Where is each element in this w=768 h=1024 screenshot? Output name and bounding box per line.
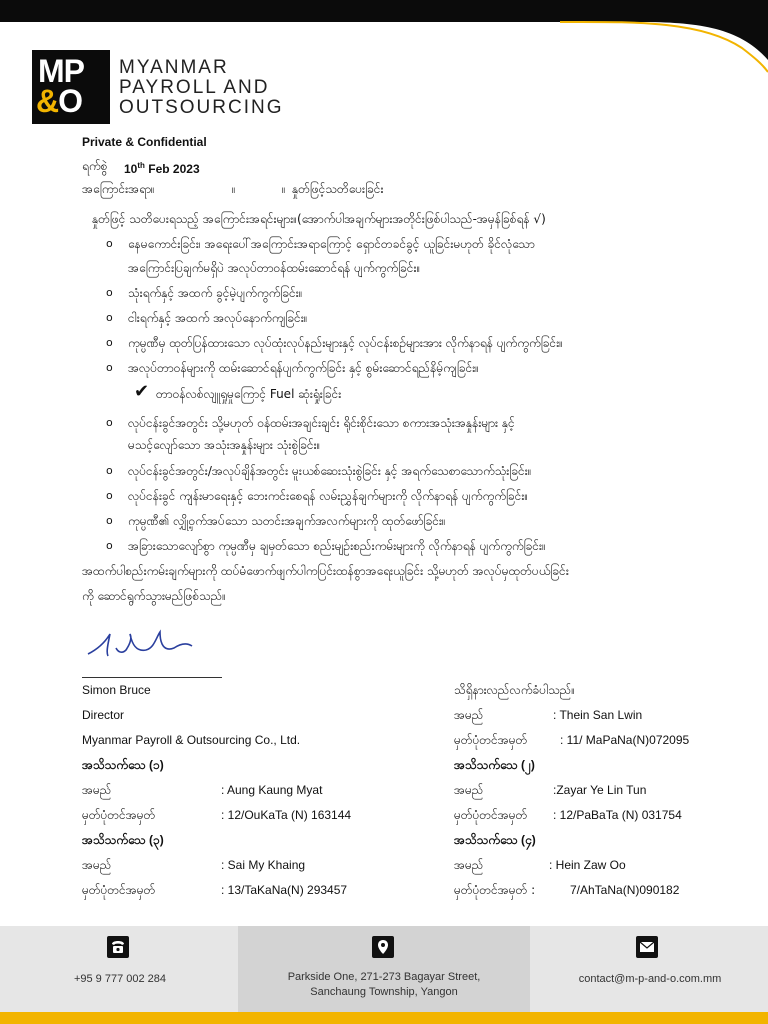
bullet-icon: o (106, 416, 113, 429)
witness-name: : Hein Zaw Oo (549, 858, 626, 872)
witness-id: : 13/TaKaNa(N) 293457 (221, 883, 348, 897)
subject-separator: ။ (232, 182, 236, 196)
reason-item: သုံးရက်နှင့် အထက် ခွင့်မဲ့ပျက်ကွက်ခြင်း။ (128, 286, 303, 300)
witness-name-label: အမည် (82, 858, 112, 872)
date-day: 10 (124, 162, 138, 176)
reason-item: အလုပ်တာဝန်များကို ထမ်းဆောင်ရန်ပျက်ကွက်ခြင်း နှင့် စွမ်းဆောင်ရည်နိမ့်ကျခြင်း။ (128, 361, 479, 375)
witness-name-label: အမည် (454, 858, 484, 872)
witness-name-label: အမည် (454, 783, 484, 797)
ack-id-value: : 11/ MaPaNa(N)072095 (560, 733, 690, 747)
reasons-intro: နှုတ်ဖြင့် သတိပေးရသည့် အကြောင်းအရင်းများ။(အောက်ပါအချက်များအတိုင်းဖြစ်ပါသည်-အမှန်ခြစ်ရန် √) (92, 212, 546, 226)
reason-item-cont: မသင့်လျော်သော အသုံးအနှုန်းများ သုံးစွဲခြင်း။ (128, 438, 321, 452)
logo-amp-o (36, 84, 82, 118)
signature-line (82, 677, 222, 678)
acknowledgment-heading: သိရှိနားလည်လက်ခံပါသည်။ (454, 683, 576, 697)
witness-id-label: မှတ်ပုံတင်အမှတ် : (454, 883, 536, 897)
reason-item: နေမကောင်းခြင်း၊ အရေးပေါ်အကြောင်းအရာကြောင့် ရှောင်တခင်ခွင့် ယူခြင်းမဟုတ် ခိုင်လုံသော (128, 237, 535, 251)
signatory-title: Director (82, 708, 125, 722)
signatory-name: Simon Bruce (82, 683, 151, 697)
date-rest: Feb 2023 (148, 162, 200, 176)
footer-address-line1: Parkside One, 271-273 Bagayar Street, (287, 971, 481, 983)
reason-item: လုပ်ငန်းခွင်အတွင်း/အလုပ်ချိန်အတွင်း မူးယစ်ဆေးသုံးစွဲခြင်း နှင့် အရက်သေစာသောက်သုံးခြင်း။ (128, 464, 532, 478)
witness-id-label: မှတ်ပုံတင်အမှတ် (82, 808, 156, 822)
reason-item-checked: တာဝန်လစ်လျူရှုမှုကြောင့် Fuel ဆုံးရှုံးခြင်း (156, 387, 342, 401)
ack-name-label: အမည် (454, 708, 484, 722)
witness-id: : 12/OuKaTa (N) 163144 (221, 808, 352, 822)
closing-line1: အထက်ပါစည်းကမ်းချက်များကို ထပ်မံဖောက်ဖျက်ပါကပြင်းထန်စွာအရေးယူခြင်း သို့မဟုတ် အလုပ်မှထုတ်ပယ်ခြင်း (82, 564, 569, 578)
envelope-icon (636, 936, 658, 958)
date-label: ရက်စွဲ (82, 159, 108, 173)
company-logo (32, 50, 110, 124)
witness-id: : 12/PaBaTa (N) 031754 (553, 808, 682, 822)
bullet-icon: o (106, 539, 113, 552)
bullet-icon: o (106, 311, 113, 324)
witness-id-label: မှတ်ပုံတင်အမှတ် (82, 883, 156, 897)
subject: နှုတ်ဖြင့်သတိပေးခြင်း (292, 182, 384, 196)
witness-id: 7/AhTaNa(N)090182 (570, 883, 680, 897)
company-name-line2: PAYROLL AND (119, 77, 270, 98)
closing-line2: ကို ဆောင်ရွက်သွားမည်ဖြစ်သည်။ (82, 589, 226, 603)
bullet-icon: o (106, 464, 113, 477)
witness-heading: အသိသက်သေ (၄) (454, 833, 536, 847)
reason-item: လုပ်ငန်းခွင်အတွင်း သို့မဟုတ် ဝန်ထမ်းအချင်းချင်း ရိုင်းစိုင်းသော စကားအသုံးအနှုန်းများ နှင့် (128, 416, 515, 430)
signature-image (86, 624, 196, 664)
footer-email: contact@m-p-and-o.com.mm (578, 973, 722, 985)
footer-phone: +95 9 777 002 284 (73, 973, 167, 985)
bullet-icon: o (106, 489, 113, 502)
subject-separator-2: ။ (282, 182, 286, 196)
check-mark-icon: ✔ (134, 381, 150, 402)
reason-item: ကုမ္ပဏီ၏ လျှို့ဝှက်အပ်သော သတင်းအချက်အလက်များကို ထုတ်ဖော်ခြင်း။ (128, 514, 446, 528)
private-confidential: Private & Confidential (82, 135, 207, 149)
witness-id-label: မှတ်ပုံတင်အမှတ် (454, 808, 528, 822)
bullet-icon: o (106, 237, 113, 250)
reason-item-cont: အကြောင်းပြချက်မရှိပဲ အလုပ်တာဝန်ထမ်းဆောင်ရန် ပျက်ကွက်ခြင်း။ (128, 261, 421, 275)
reason-item: အခြားသောလျော်စွာ ကုမ္ပဏီမှ ချမှတ်သော စည်းမျဉ်းစည်းကမ်းများကို လိုက်နာရန် ပျက်ကွက်ခြင်း။ (128, 539, 546, 553)
bullet-icon: o (106, 336, 113, 349)
bullet-icon: o (106, 286, 113, 299)
date-suffix: th (137, 161, 145, 170)
header-black-shape (0, 0, 768, 60)
location-pin-icon (372, 936, 394, 958)
witness-name: : Sai My Khaing (221, 858, 306, 872)
reason-item: ငါးရက်နှင့် အထက် အလုပ်နောက်ကျခြင်း။ (128, 311, 308, 325)
signatory-company: Myanmar Payroll & Outsourcing Co., Ltd. (82, 733, 301, 747)
header-band (0, 0, 768, 150)
footer-gold-bar (0, 1012, 768, 1024)
reason-item: ကုမ္ပဏီမှ ထုတ်ပြန်ထားသော လုပ်ထုံးလုပ်နည်းများနှင့် လုပ်ငန်းစဉ်များအား လိုက်နာရန် ပျက်ကွက်ခြင်း။ (128, 336, 563, 350)
footer-address-line2: Sanchaung Township, Yangon (310, 986, 458, 998)
logo-ampersand: & (36, 83, 59, 119)
witness-name: : Aung Kaung Myat (221, 783, 323, 797)
company-name (119, 58, 284, 118)
company-name-line1: MYANMAR (119, 57, 229, 78)
phone-icon (107, 936, 129, 958)
date-value (124, 158, 200, 177)
footer-address (238, 970, 530, 1000)
reason-item: လုပ်ငန်းခွင် ကျန်းမာရေးနှင့် ဘေးကင်းစေရန် လမ်းညွှန်ချက်များကို လိုက်နာရန် ပျက်ကွက်ခြင်း။ (128, 489, 529, 503)
ack-id-label: မှတ်ပုံတင်အမှတ် (454, 733, 528, 747)
logo-o: O (58, 83, 82, 119)
witness-name: :Zayar Ye Lin Tun (553, 783, 647, 797)
bullet-icon: o (106, 514, 113, 527)
logo-mp: MP (38, 53, 84, 89)
ack-name-value: : Thein San Lwin (553, 708, 643, 722)
bullet-icon: o (106, 361, 113, 374)
witness-heading: အသိသက်သေ (၁) (82, 758, 164, 772)
witness-name-label: အမည် (82, 783, 112, 797)
witness-heading: အသိသက်သေ (၃) (82, 833, 164, 847)
signature-text: Simon Bruce (86, 624, 93, 625)
company-name-line3: OUTSOURCING (119, 97, 284, 118)
footer (0, 926, 768, 1012)
witness-heading: အသိသက်သေ (၂) (454, 758, 535, 772)
subject-label: အကြောင်းအရာ။ (82, 182, 155, 196)
